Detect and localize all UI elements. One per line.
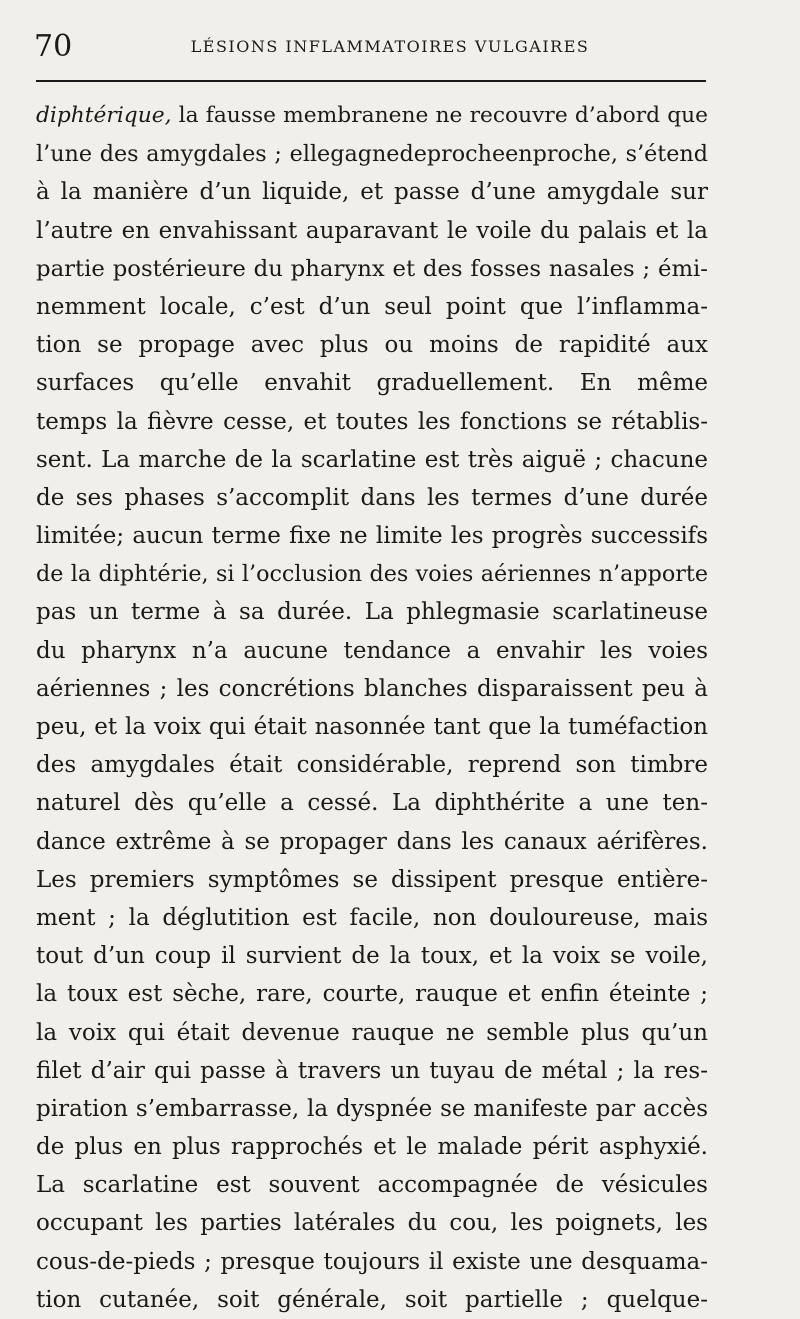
text-line: de plus en plus rapprochés et le malade périt asphyxié. xyxy=(36,1134,708,1161)
text-line: à la manière d’un liquide, et passe d’une amygdale sur xyxy=(36,179,708,206)
page-header xyxy=(34,26,706,68)
text-line: La scarlatine est souvent accompagnée de vésicules xyxy=(36,1172,708,1199)
text-line: dance extrême à se propager dans les canaux aérifères. xyxy=(36,828,708,855)
text-line: filet d’air qui passe à travers un tuyau de métal ; la res- xyxy=(36,1057,708,1084)
text-line: ment ; la déglutition est facile, non douloureuse, mais xyxy=(36,904,708,931)
text-line: nemment locale, c’est d’un seul point que l’inflamma- xyxy=(36,293,708,320)
text-line: la toux est sèche, rare, courte, rauque et enfin éteinte ; xyxy=(36,981,708,1008)
text-line: peu, et la voix qui était nasonnée tant que la tuméfaction xyxy=(36,714,708,740)
text-line: sent. La marche de la scarlatine est très aiguë ; chacune xyxy=(36,446,708,473)
italic-word: diphtérique, xyxy=(36,103,172,128)
text-line: partie postérieure du pharynx et des fosses nasales ; émi- xyxy=(36,255,708,282)
text-line: occupant les parties latérales du cou, les poignets, les xyxy=(36,1210,708,1237)
text-line-rest: la fausse membranene ne recouvre d’abord que xyxy=(171,103,708,128)
text-line: limitée; aucun terme fixe ne limite les progrès successifs xyxy=(36,523,708,550)
text-line: tout d’un coup il survient de la toux, et la voix se voile, xyxy=(36,943,708,970)
text-line: temps la fièvre cesse, et toutes les fonctions se rétablis- xyxy=(36,408,708,435)
running-title: LÉSIONS INFLAMMATOIRES VULGAIRES xyxy=(190,37,590,56)
text-line: aériennes ; les concrétions blanches disparaissent peu à xyxy=(36,675,708,702)
text-line: l’une des amygdales ; ellegagnedeprocheenproche, s’étend xyxy=(36,141,708,168)
text-line: du pharynx n’a aucune tendance a envahir les voies xyxy=(36,637,708,664)
text-line: naturel dès qu’elle a cessé. La diphthérite a une ten- xyxy=(36,790,708,817)
text-line: tion se propage avec plus ou moins de rapidité aux xyxy=(36,332,708,359)
body-text xyxy=(36,97,708,1319)
text-line: piration s’embarrasse, la dyspnée se manifeste par accès xyxy=(36,1095,708,1122)
text-line xyxy=(36,97,708,135)
text-line: des amygdales était considérable, reprend son timbre xyxy=(36,752,708,779)
text-line: pas un terme à sa durée. La phlegmasie scarlatineuse xyxy=(36,599,708,626)
text-line: de la diphtérie, si l’occlusion des voies aériennes n’apporte xyxy=(36,561,708,588)
text-line: surfaces qu’elle envahit graduellement. En même xyxy=(36,370,708,397)
text-line: Les premiers symptômes se dissipent presque entière- xyxy=(36,866,708,893)
text-line: de ses phases s’accomplit dans les termes d’une durée xyxy=(36,484,708,511)
text-line: tion cutanée, soit générale, soit partielle ; quelque- xyxy=(36,1286,708,1313)
page-number: 70 xyxy=(34,29,73,64)
text-line: la voix qui était devenue rauque ne semble plus qu’un xyxy=(36,1019,708,1046)
text-line: cous-de-pieds ; presque toujours il existe une desquama- xyxy=(36,1248,708,1275)
header-rule xyxy=(36,80,706,82)
text-line: l’autre en envahissant auparavant le voile du palais et la xyxy=(36,217,708,244)
